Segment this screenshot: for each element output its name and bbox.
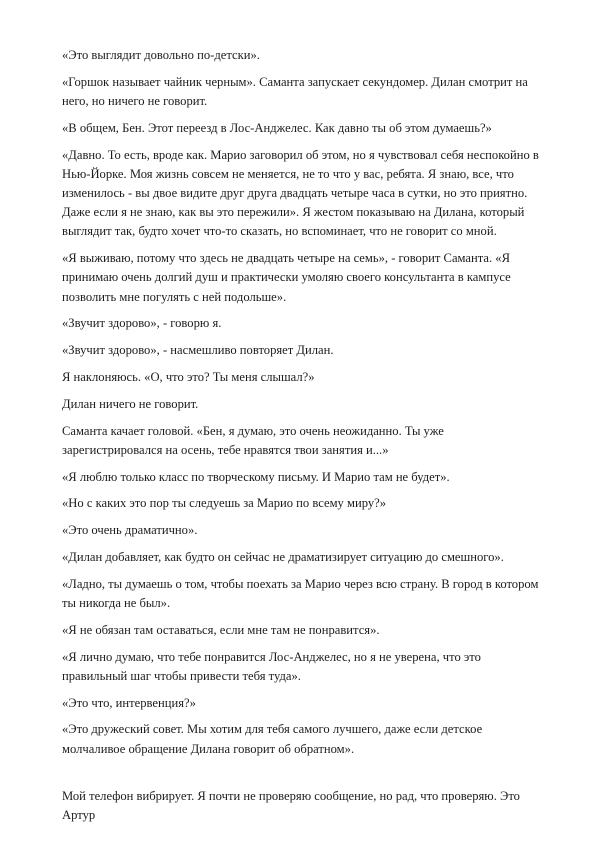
paragraph: «Я не обязан там оставаться, если мне там не понравится». (62, 622, 380, 637)
paragraph: «Дилан добавляет, как будто он сейчас не драматизирует ситуацию до смешного». (62, 549, 504, 564)
paragraph: «Это что, интервенция?» (62, 695, 196, 710)
paragraph: Дилан ничего не говорит. (62, 396, 199, 411)
paragraph: «Я выживаю, потому что здесь не двадцать четыре на семь», - говорит Саманта. «Я принимаю очень долгий душ и практически умоляю своего консультанта в кампусе позволить мне погулять с ней подольше». (62, 251, 511, 304)
paragraph: «Давно. То есть, вроде как. Марио заговорил об этом, но я чувствовал себя неспокойно в Нью-Йорке. Моя жизнь совсем не меняется, не то что у вас, ребята. Я знаю, все, что изменилось - вы двое видите друг друга двадцать четыре часа в сутки, но это приятно. Даже если я не знаю, как вы это пережили». Я жестом показываю на Дилана, который выглядит так, будто хочет что-то сказать, но вспоминает, что не говорит со мной. (62, 147, 539, 239)
paragraph: «Я лично думаю, что тебе понравится Лос-Анджелес, но я не уверена, что это правильный шаг чтобы привести тебя туда». (62, 649, 481, 683)
paragraph: «В общем, Бен. Этот переезд в Лос-Анджелес. Как давно ты об этом думаешь?» (62, 120, 492, 135)
paragraph: «Это дружеский совет. Мы хотим для тебя самого лучшего, даже если детское молчаливое обращение Дилана говорит об обратном». (62, 722, 483, 756)
paragraph: Мой телефон вибрирует. Я почти не проверяю сообщение, но рад, что проверяю. Это Артур (62, 788, 520, 822)
paragraph: «Я люблю только класс по творческому письму. И Марио там не будет». (62, 469, 450, 484)
paragraph: Я наклоняюсь. «О, что это? Ты меня слышал?» (62, 370, 315, 384)
paragraph: Саманта качает головой. «Бен, я думаю, это очень неожиданно. Ты уже зарегистрировался на осень, тебе нравятся твои занятия и...» (62, 423, 444, 457)
paragraph: «Звучит здорово», - насмешливо повторяет Дилан. (62, 343, 334, 358)
document-body (62, 46, 544, 833)
paragraph: «Но с каких это пор ты следуешь за Марио по всему миру?» (62, 496, 387, 511)
paragraph: «Звучит здорово», - говорю я. (62, 316, 222, 331)
paragraph: «Ладно, ты думаешь о том, чтобы поехать за Марио через всю страну. В город в котором ты никогда не был». (62, 576, 539, 610)
paragraph: «Это очень драматично». (62, 523, 198, 538)
paragraph: «Горшок называет чайник черным». Саманта запускает секундомер. Дилан смотрит на него, но ничего не говорит. (62, 74, 528, 108)
paragraph: «Это выглядит довольно по-детски». (62, 48, 260, 62)
